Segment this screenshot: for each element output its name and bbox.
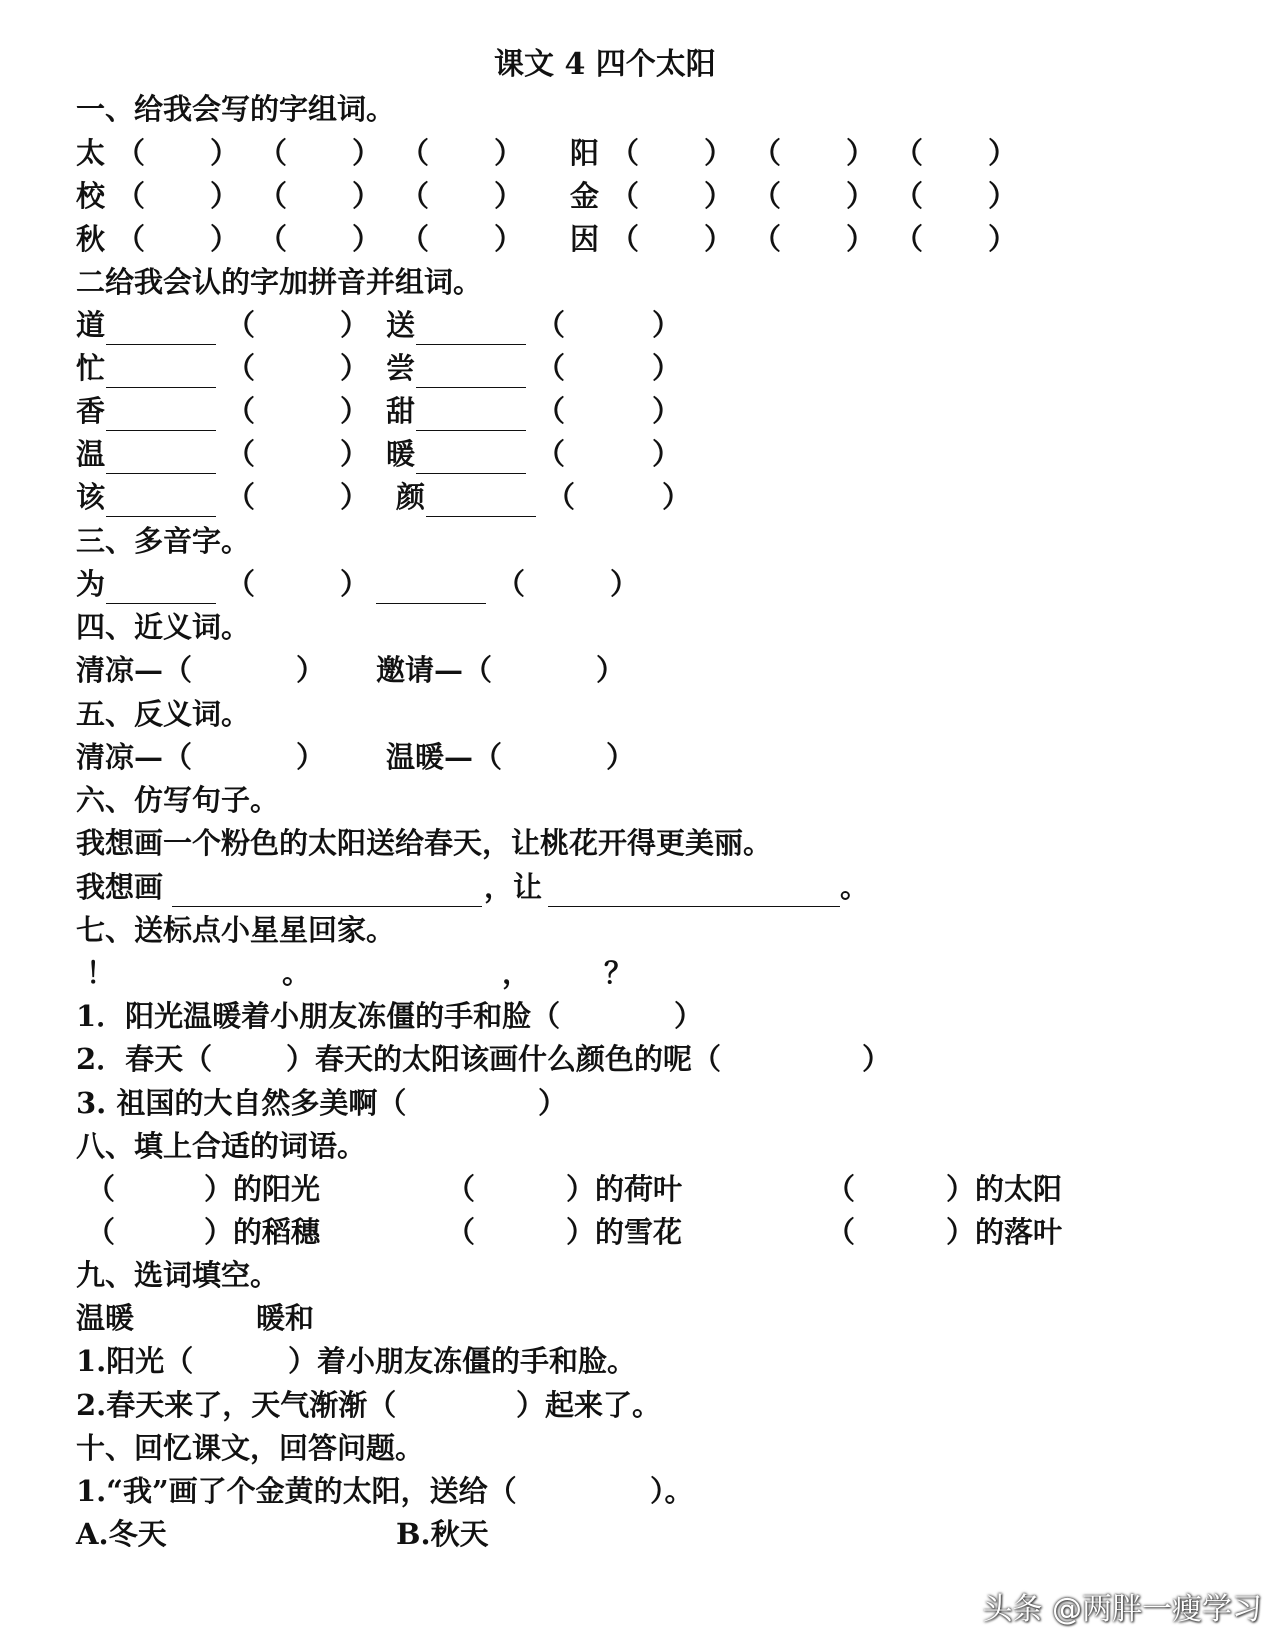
pinyin-blank[interactable] (416, 387, 526, 388)
s2-char: 忙 (76, 351, 106, 385)
choice-q1-end: ）着小朋友冻僵的手和脸。 (288, 1344, 637, 1378)
paren-open: （ (610, 222, 640, 256)
paren-open: （ (826, 1215, 856, 1249)
synonym-item: 邀请—（ (376, 653, 493, 687)
paren-open: （ (116, 222, 146, 256)
paren-close: ） (340, 567, 370, 601)
s1-char: 秋 (76, 222, 106, 256)
sentence-blank[interactable] (172, 906, 482, 907)
option-a[interactable]: A.冬天 (76, 1517, 167, 1551)
fill-item: ）的荷叶 (566, 1172, 683, 1206)
paren-open: （ (536, 308, 566, 342)
section-1-heading: 一、给我会写的字组词。 (76, 92, 396, 126)
paren-open: （ (86, 1215, 116, 1249)
s1-char: 金 (570, 179, 600, 213)
paren-open: （ (400, 136, 430, 170)
s2-char: 道 (76, 308, 106, 342)
punct-q2-mid: ）春天的太阳该画什么颜色的呢（ (286, 1042, 722, 1076)
choice-q2: 2.春天来了，天气渐渐（ (76, 1388, 397, 1422)
sentence-blank[interactable] (548, 906, 840, 907)
paren-open: （ (446, 1172, 476, 1206)
section-6-heading: 六、仿写句子。 (76, 783, 280, 817)
section-10-heading: 十、回忆课文，回答问题。 (76, 1431, 425, 1465)
punct-mark: 。 (282, 956, 312, 990)
watermark-text: 头条 @两胖一瘦学习 (982, 1592, 1262, 1627)
paren-open: （ (536, 437, 566, 471)
imitate-end: 。 (840, 870, 870, 904)
punct-mark: ， (502, 956, 532, 990)
paren-open: （ (894, 222, 924, 256)
fill-item: ）的太阳 (946, 1172, 1063, 1206)
section-5-heading: 五、反义词。 (76, 697, 251, 731)
paren-close: ） (340, 351, 370, 385)
choice-q2-end: ）起来了。 (516, 1388, 662, 1422)
paren-open: （ (894, 179, 924, 213)
paren-open: （ (258, 136, 288, 170)
punct-q2: 2．春天（ (76, 1042, 213, 1076)
section-2-heading: 二给我会认的字加拼音并组词。 (76, 265, 483, 299)
s1-char: 因 (570, 222, 600, 256)
paren-open: （ (752, 222, 782, 256)
paren-close: ） (652, 351, 682, 385)
paren-close: ） (652, 394, 682, 428)
paren-close: ） (988, 179, 1018, 213)
imitate-mid: ，让 (484, 870, 543, 904)
antonym-item: 清凉—（ (76, 740, 193, 774)
paren-close: ） (662, 480, 692, 514)
pinyin-blank[interactable] (106, 344, 216, 345)
word-choice: 温暖 (76, 1301, 135, 1335)
paren-open: （ (826, 1172, 856, 1206)
recall-q1-end: ）。 (650, 1474, 694, 1508)
pinyin-blank[interactable] (106, 516, 216, 517)
s2-char: 暖 (386, 437, 416, 471)
synonym-item: 清凉—（ (76, 653, 193, 687)
paren-close: ） (846, 179, 876, 213)
s1-char: 阳 (570, 136, 600, 170)
paren-open: （ (546, 480, 576, 514)
paren-close: ） (296, 740, 326, 774)
paren-close: ） (340, 308, 370, 342)
paren-open: （ (496, 567, 526, 601)
paren-close: ） (596, 653, 626, 687)
paren-close: ） (704, 136, 734, 170)
s2-char: 香 (76, 394, 106, 428)
paren-close: ） (652, 308, 682, 342)
paren-open: （ (400, 179, 430, 213)
paren-open: （ (400, 222, 430, 256)
section-9-heading: 九、选词填空。 (76, 1258, 280, 1292)
paren-open: （ (446, 1215, 476, 1249)
pinyin-blank[interactable] (416, 344, 526, 345)
pinyin-blank[interactable] (416, 430, 526, 431)
paren-open: （ (536, 351, 566, 385)
paren-open: （ (752, 136, 782, 170)
paren-close: ） (652, 437, 682, 471)
paren-open: （ (536, 394, 566, 428)
s2-char: 甜 (386, 394, 416, 428)
pinyin-blank[interactable] (106, 473, 216, 474)
paren-open: （ (226, 567, 256, 601)
fill-item: ）的稻穗 (204, 1215, 321, 1249)
section-7-heading: 七、送标点小星星回家。 (76, 913, 396, 947)
s2-char: 送 (386, 308, 416, 342)
fill-item: ）的雪花 (566, 1215, 683, 1249)
paren-close: ） (340, 480, 370, 514)
s2-char: 颜 (396, 480, 426, 514)
pinyin-blank[interactable] (426, 516, 536, 517)
punct-q1: 1．阳光温暖着小朋友冻僵的手和脸（ (76, 999, 561, 1033)
pinyin-blank[interactable] (106, 430, 216, 431)
paren-open: （ (116, 136, 146, 170)
s1-char: 太 (76, 136, 106, 170)
paren-close: ） (494, 222, 524, 256)
pinyin-blank[interactable] (106, 387, 216, 388)
pinyin-blank[interactable] (376, 603, 486, 604)
paren-open: （ (610, 179, 640, 213)
paren-close: ） (862, 1042, 892, 1076)
fill-item: ）的落叶 (946, 1215, 1063, 1249)
paren-close: ） (538, 1086, 568, 1120)
paren-close: ） (340, 394, 370, 428)
paren-open: （ (226, 394, 256, 428)
antonym-item: 温暖—（ (386, 740, 503, 774)
paren-close: ） (846, 136, 876, 170)
pinyin-blank[interactable] (416, 473, 526, 474)
paren-close: ） (494, 179, 524, 213)
example-sentence: 我想画一个粉色的太阳送给春天，让桃花开得更美丽。 (76, 826, 773, 860)
paren-close: ） (352, 136, 382, 170)
page-title: 课文 4 四个太阳 (494, 47, 716, 82)
s1-char: 校 (76, 179, 106, 213)
paren-close: ） (704, 179, 734, 213)
paren-close: ） (340, 437, 370, 471)
fill-item: ）的阳光 (204, 1172, 321, 1206)
paren-close: ） (846, 222, 876, 256)
watermark (982, 1584, 1262, 1628)
punct-q3: 3. 祖国的大自然多美啊（ (76, 1086, 407, 1120)
paren-close: ） (210, 222, 240, 256)
paren-close: ） (606, 740, 636, 774)
polyphone-char: 为 (76, 567, 106, 601)
paren-close: ） (494, 136, 524, 170)
option-b[interactable]: B.秋天 (396, 1517, 489, 1551)
paren-open: （ (610, 136, 640, 170)
paren-open: （ (226, 351, 256, 385)
paren-close: ） (610, 567, 640, 601)
section-4-heading: 四、近义词。 (76, 610, 251, 644)
paren-close: ） (296, 653, 326, 687)
punct-mark: ？ (604, 956, 634, 990)
paren-open: （ (226, 437, 256, 471)
imitate-prefix: 我想画 (76, 870, 164, 904)
paren-open: （ (894, 136, 924, 170)
punct-mark: ！ (86, 956, 116, 990)
paren-open: （ (226, 480, 256, 514)
paren-close: ） (704, 222, 734, 256)
paren-open: （ (226, 308, 256, 342)
paren-close: ） (988, 222, 1018, 256)
paren-close: ） (352, 222, 382, 256)
paren-close: ） (210, 179, 240, 213)
paren-open: （ (752, 179, 782, 213)
paren-open: （ (116, 179, 146, 213)
paren-close: ） (352, 179, 382, 213)
paren-open: （ (258, 179, 288, 213)
section-3-heading: 三、多音字。 (76, 524, 251, 558)
paren-close: ） (988, 136, 1018, 170)
s2-char: 该 (76, 480, 106, 514)
choice-q1: 1.阳光（ (76, 1344, 194, 1378)
pinyin-blank[interactable] (106, 603, 216, 604)
word-choice: 暖和 (256, 1301, 315, 1335)
s2-char: 尝 (386, 351, 416, 385)
paren-close: ） (674, 999, 704, 1033)
recall-q1: 1.“我”画了个金黄的太阳，送给（ (76, 1474, 517, 1508)
paren-close: ） (210, 136, 240, 170)
paren-open: （ (86, 1172, 116, 1206)
paren-open: （ (258, 222, 288, 256)
section-8-heading: 八、填上合适的词语。 (76, 1129, 367, 1163)
s2-char: 温 (76, 437, 106, 471)
